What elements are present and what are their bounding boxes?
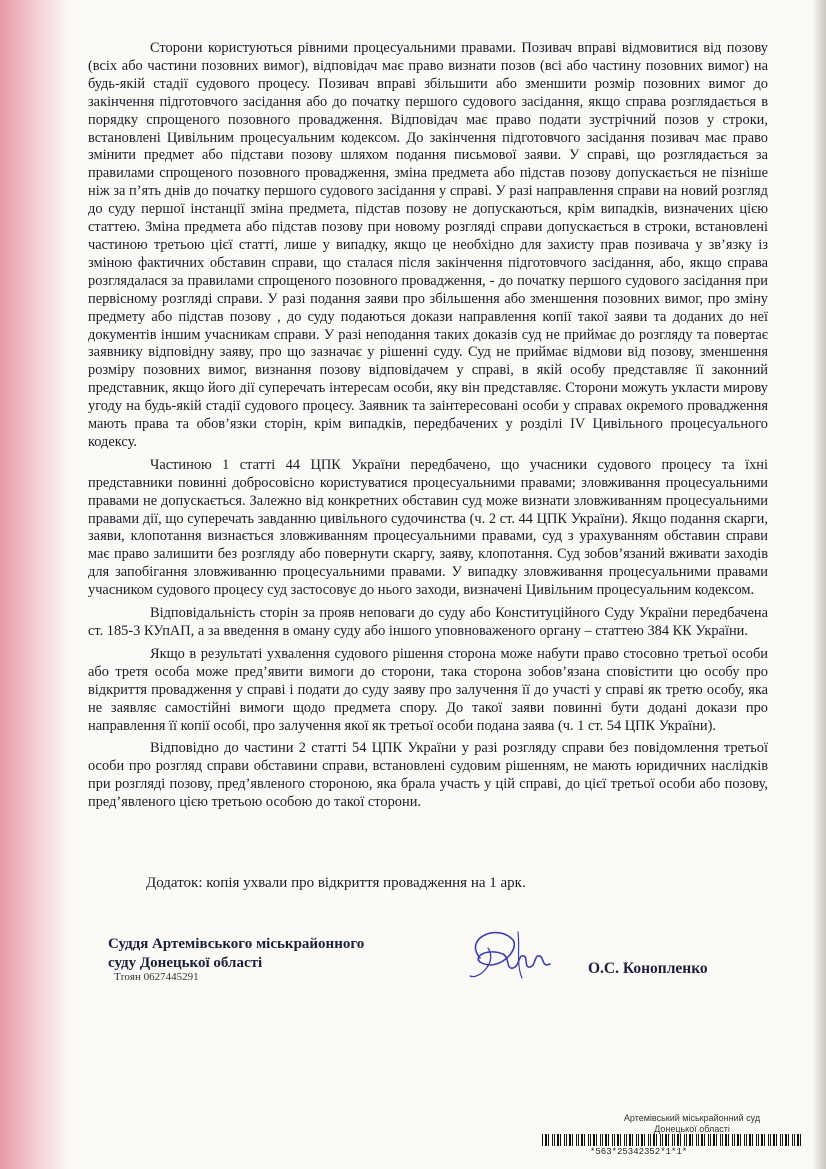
paragraph-third-party: Якщо в результаті ухвалення судового рішення сторона може набути право стосовно третьої особи або третя особа може пред’явити вимоги до сторони, така сторона зобов’язана сповістити цю особу про відкриття провадження у справі і подати до суду заяву про залучення її до участі у справі як третю особу, яка не заявляє самостійні вимоги щодо предмета спору. До такої заяви повинні бути додані докази про направлення її копії особі, про залучення якої як третьої особи подана заява (ч. 1 ст. 54 ЦПК України). xyxy=(88,645,768,734)
handwritten-signature xyxy=(458,918,558,988)
attachment-note: Додаток: копія ухвали про відкриття провадження на 1 арк. xyxy=(146,875,526,891)
stamp-court-line1: Артемівський міськрайонний суд xyxy=(623,1113,761,1123)
judge-title-line1: Суддя Артемівського міськрайонного xyxy=(108,936,365,952)
document-body xyxy=(88,40,768,812)
judge-title-block xyxy=(108,935,364,973)
paragraph-abuse-of-rights: Частиною 1 статті 44 ЦПК України передбачено, що учасники судового процесу та їхні представники повинні добросовісно користуватися процесуальними правами; зловживання процесуальними правами не допускається. Залежно від конкретних обставин суд може визнати зловживанням процесуальними правами дії, що суперечать завданню цивільного судочинства (ч. 2 ст. 44 ЦПК України). Якщо подання скарги, заяви, клопотання визнається зловживанням процесуальними правами, суд з урахуванням обставин справи має право залишити без розгляду або повернути скаргу, заяву, клопотання. Суд зобов’язаний вживати заходів для запобігання зловживанню процесуальними правами. У випадку зловживання процесуальними правами учасником судового процесу суд застосовує до нього заходи, визначені Цивільним процесуальним кодексом. xyxy=(88,456,768,599)
page-edge-shadow-left xyxy=(0,0,70,1169)
court-registration-stamp xyxy=(592,1113,792,1135)
barcode-text: *563*25342352*1*1* xyxy=(590,1147,688,1157)
stamp-court-line2: Донецької області xyxy=(654,1124,730,1134)
page-edge-shadow-right xyxy=(812,0,826,1169)
judge-title-line2: суду Донецької області xyxy=(108,955,263,971)
paragraph-liability: Відповідальність сторін за прояв неповаги до суду або Конституційного Суду України передбачена ст. 185-3 КУпАП, а за введення в оману суду або іншого уповноваженого органу – статтею 384 КК України. xyxy=(88,605,768,639)
paragraph-third-party-consequences: Відповідно до частини 2 статті 54 ЦПК України у разі розгляду справи без повідомлення третьої особи про розгляд справи обставини справи, встановлені судовим рішенням, не мають юридичних наслідків при розгляді позову, пред’явленого стороною, яка брала участь у цій справі, до цієї третьої особи або позову, пред’явленого цією третьою особою до такої сторони. xyxy=(88,740,768,811)
phone-number: Тroян 0627445291 xyxy=(114,971,199,983)
signer-name: О.С. Конопленко xyxy=(588,960,708,977)
barcode xyxy=(542,1134,804,1146)
paragraph-parties-rights: Сторони користуються рівними процесуальними правами. Позивач вправі відмовитися від позову (всіх або частини позовних вимог), відповідач має право визнати позов (всі або частину позовних вимог) на будь-якій стадії судового процесу. Позивач вправі збільшити або зменшити розмір позовних вимог до закінчення підготовчого засідання або до початку першого судового засідання, якщо справа розглядається в порядку спрощеного позовного провадження. Відповідач має право подати зустрічний позов у строки, встановлені Цивільним процесуальним кодексом. До закінчення підготовчого засідання позивач має право змінити предмет або підстави позову шляхом подання письмової заяви. У справі, що розглядається за правилами спрощеного позовного провадження, зміна предмета або підстав позову допускається не пізніше ніж за п’ять днів до початку першого судового засідання у справі. У разі направлення справи на новий розгляд до суду першої інстанції зміна предмета, підстав позову не допускаються, крім випадків, визначених цією статтею. Зміна предмета або підстав позову при новому розгляді справи допускається в строки, встановлені частиною третьою цієї статті, лише у випадку, якщо це необхідно для захисту прав позивача у зв’язку із зміною фактичних обставин справи, що сталася після закінчення підготовчого засідання, або, якщо справа розглядалася за правилами спрощеного позовного провадження, - до початку першого судового засідання при первісному розгляді справи. У разі подання заяви про збільшення або зменшення позовних вимог, про зміну предмету або підстав позову , до суду подаються докази направлення копії такої заяви та доданих до неї документів іншим учасникам справи. У разі неподання таких доказів суд не приймає до розгляду та повертає заявнику відповідну заяву, про що зазначає у рішенні суду. Суд не приймає відмови від позову, зменшення розміру позовних вимог, визнання позову відповідачем у справі, в якій особу представляє її законний представник, якщо його дії суперечать інтересам особи, яку він представляє. Сторони можуть укласти мирову угоду на будь-якій стадії судового процесу. Заявник та заінтересовані особи у справах окремого провадження мають права та обов’язки сторін, крім випадків, передбачених у розділі IV Цивільного процесуального кодексу. xyxy=(88,40,768,450)
